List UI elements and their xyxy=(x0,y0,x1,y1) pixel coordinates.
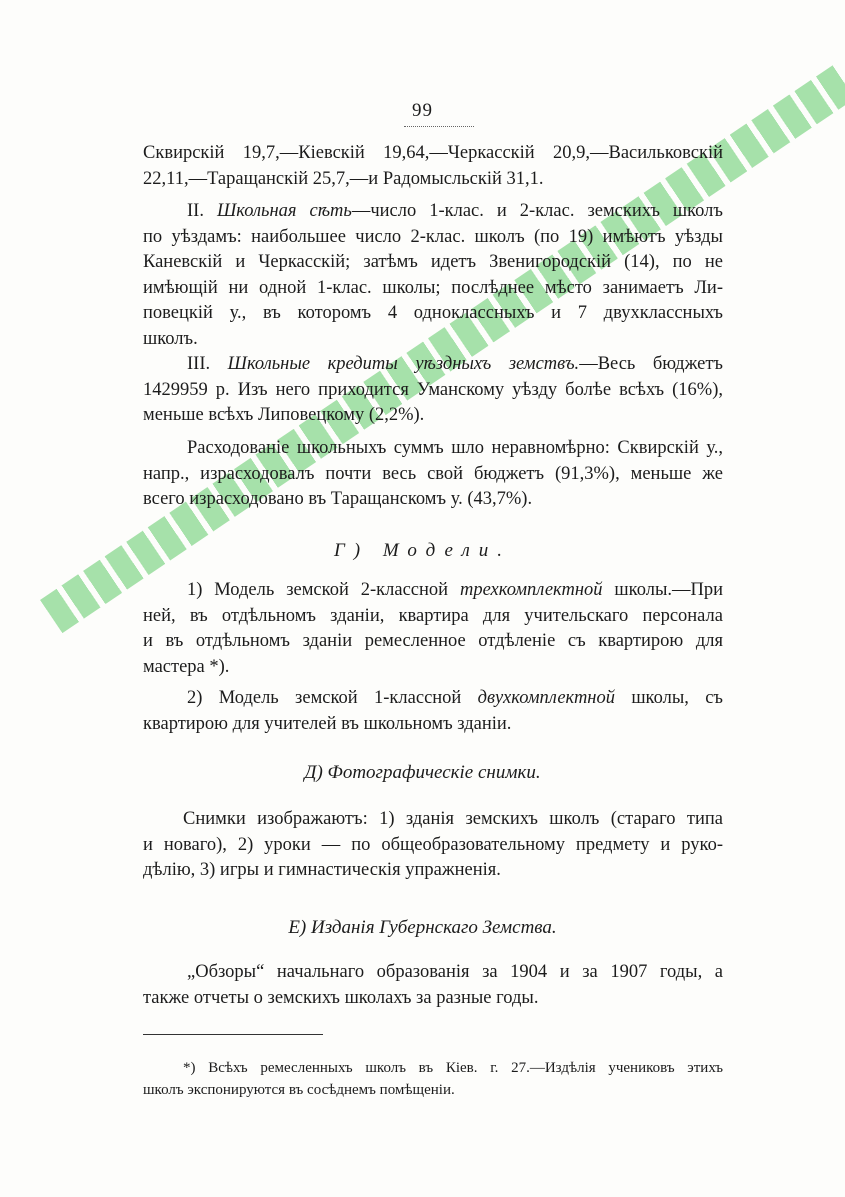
continuation-paragraph xyxy=(143,141,723,192)
heading-photos: Д) Фотографическіе снимки. xyxy=(304,762,541,783)
heading-publications: Е) Изданія Губернскаго Земства. xyxy=(288,917,557,938)
text-line: квартирою для учителей въ школьномъ зданіи. xyxy=(143,713,512,734)
section-ii-paragraph xyxy=(143,199,723,352)
text-line: напр., израсходовалъ почти весь свой бюджетъ (91,3%), меньше же xyxy=(143,463,723,484)
section-ii-title: Школьная сѣть xyxy=(216,201,352,221)
text-line: имѣющій ни одной 1-клас. школы; послѣднее мѣсто занимаетъ Ли- xyxy=(143,277,723,298)
text-line: по уѣздамъ: наибольшее число 2-клас. школъ (по 19) имѣютъ уѣзды xyxy=(143,226,723,247)
text-line: школъ экспонируются въ сосѣднемъ помѣщеніи. xyxy=(143,1082,455,1098)
text-line: дѣлію, 3) игры и гимнастическія упражненія. xyxy=(143,860,501,880)
text-line: „Обзоры“ начальнаго образованія за 1904 и за 1907 годы, а xyxy=(187,962,723,982)
heading-models: Г) Модели. xyxy=(333,540,512,561)
text-line: Сквирскій 19,7,—Кіевскій 19,64,—Черкасскій 20,9,—Васильковскій xyxy=(143,143,723,163)
text-line: ней, въ отдѣльномъ зданіи, квартира для учительскаго персонала xyxy=(143,605,723,626)
text-line: Снимки изображаютъ: 1) зданія земскихъ школъ (стараго типа xyxy=(183,809,723,829)
text-line: Расходованіе школьныхъ суммъ шло неравномѣрно: Сквирскій у., xyxy=(187,438,723,458)
page-number-rule xyxy=(404,126,474,127)
text-line: Каневскій и Черкасскій; затѣмъ идетъ Звенигородскій (14), по не xyxy=(143,252,723,272)
text-fragment: школы.—При xyxy=(614,580,724,600)
text-line: школъ. xyxy=(143,328,198,349)
footnote xyxy=(143,1057,723,1101)
text-line: —число 1-клас. и 2-клас. земскихъ школъ xyxy=(351,201,723,221)
model-2-paragraph xyxy=(143,686,723,737)
text-line: —Весь бюджетъ xyxy=(579,354,723,374)
text-line: всего израсходовано въ Таращанскомъ у. (43,7%). xyxy=(143,489,533,509)
text-line: и новаго), 2) уроки — по общеобразовательному предмету и руко- xyxy=(143,834,723,855)
text-line: мастера *). xyxy=(143,656,230,677)
text-line: *) Всѣхъ ремесленныхъ школъ въ Кіев. г. 27.—Издѣлія учениковъ этихъ xyxy=(183,1060,723,1076)
section-iii-title: Школьные кредиты уѣздныхъ земствъ. xyxy=(227,354,580,374)
italic-term: двухкомплектной xyxy=(477,688,615,708)
model-1-paragraph xyxy=(143,578,723,680)
text-fragment: школы, съ xyxy=(631,688,723,708)
section-iii-roman: III. xyxy=(187,354,211,374)
text-fragment: 1) Модель земской 2-классной xyxy=(187,580,449,600)
publications-paragraph xyxy=(143,960,723,1011)
text-line: и въ отдѣльномъ зданіи ремесленное отдѣленіе съ квартирою для xyxy=(143,631,723,651)
footnote-rule xyxy=(143,1034,323,1035)
spending-paragraph xyxy=(143,436,723,513)
page-number: 99 xyxy=(412,100,433,121)
text-line: 1429959 р. Изъ него приходится Уманскому уѣзду болѣе всѣхъ (16%), xyxy=(143,379,723,400)
section-iii-paragraph xyxy=(143,352,723,429)
text-fragment: 2) Модель земской 1-классной xyxy=(187,688,462,708)
text-line: также отчеты о земскихъ школахъ за разные годы. xyxy=(143,987,539,1008)
section-ii-roman: II. xyxy=(187,201,204,221)
photos-paragraph xyxy=(143,807,723,884)
italic-term: трехкомплектной xyxy=(459,580,603,600)
text-line: повецкій у., въ которомъ 4 одноклассныхъ и 7 двухклассныхъ xyxy=(143,303,723,323)
text-line: 22,11,—Таращанскій 25,7,—и Радомысльскій 31,1. xyxy=(143,168,544,189)
text-line: меньше всѣхъ Липовецкому (2,2%). xyxy=(143,405,425,425)
